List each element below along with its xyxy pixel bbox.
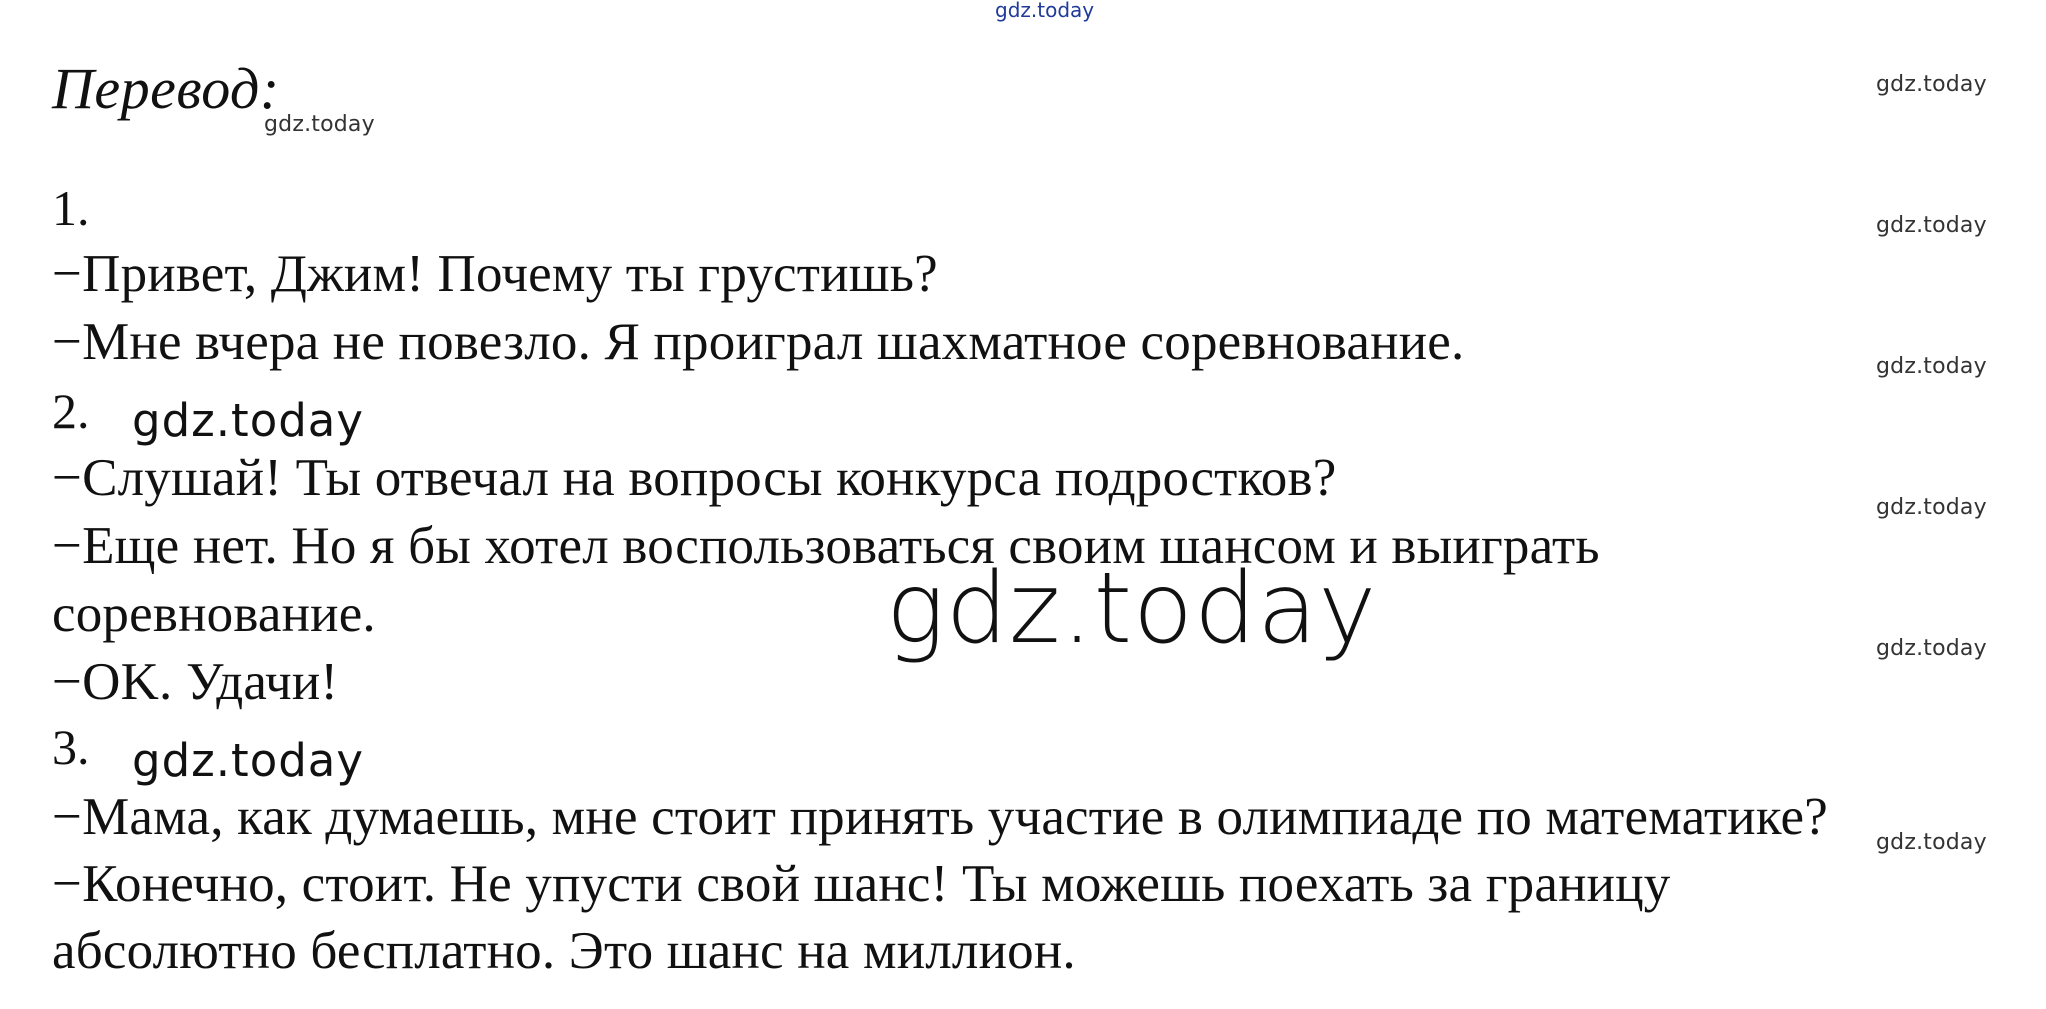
watermark-top: gdz.today xyxy=(995,0,1095,22)
watermark-center: gdz.today xyxy=(886,552,1378,666)
section-number-1: 1. xyxy=(52,180,90,236)
watermark-right-6: gdz.today xyxy=(1876,830,1987,855)
section-number-3: 3. xyxy=(52,719,90,775)
watermark-section-3: gdz.today xyxy=(132,734,365,787)
dialogue-line: −Слушай! Ты отвечал на вопросы конкурса подростков? xyxy=(52,449,1337,507)
dialogue-line: −Еще нет. Но я бы хотел воспользоваться своим шансом и выиграть xyxy=(52,517,1600,575)
dialogue-line: абсолютно бесплатно. Это шанс на миллион. xyxy=(52,922,1076,980)
dialogue-line: −Мне вчера не повезло. Я проиграл шахматное соревнование. xyxy=(52,313,1465,371)
section-number-2: 2. xyxy=(52,383,90,439)
dialogue-line: −Мама, как думаешь, мне стоит принять участие в олимпиаде по математике? xyxy=(52,788,1828,846)
watermark-right-1: gdz.today xyxy=(1876,72,1987,97)
watermark-right-4: gdz.today xyxy=(1876,495,1987,520)
watermark-right-2: gdz.today xyxy=(1876,213,1987,238)
watermark-section-2: gdz.today xyxy=(132,394,365,447)
dialogue-line: соревнование. xyxy=(52,585,376,643)
watermark-right-5: gdz.today xyxy=(1876,636,1987,661)
dialogue-line: −Привет, Джим! Почему ты грустишь? xyxy=(52,245,938,303)
dialogue-line: −OK. Удачи! xyxy=(52,653,339,711)
page-title: Перевод: xyxy=(52,56,280,121)
watermark-right-3: gdz.today xyxy=(1876,354,1987,379)
watermark-under-title: gdz.today xyxy=(264,112,375,137)
dialogue-line: −Конечно, стоит. Не упусти свой шанс! Ты можешь поехать за границу xyxy=(52,855,1671,913)
